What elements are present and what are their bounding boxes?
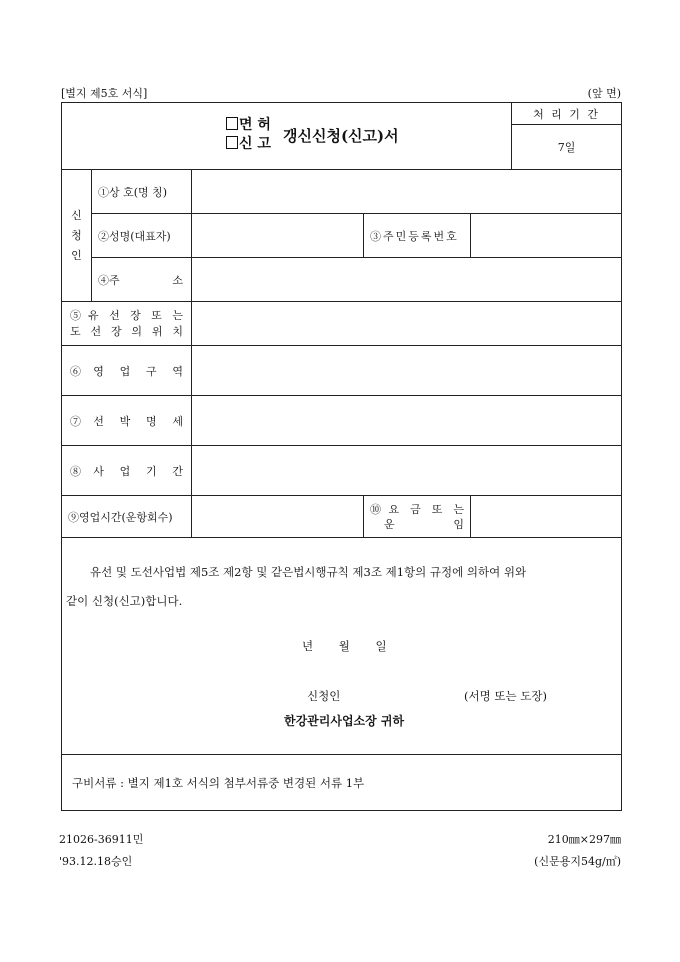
required-documents: 구비서류 : 별지 제1호 서식의 첨부서류중 변경된 서류 1부 — [62, 755, 622, 811]
ferry-location-label: ⑤유 선 장 또 는 도 선 장 의 위 치 — [62, 302, 192, 346]
trade-name-label: ①상 호(명 칭) — [92, 170, 192, 214]
applicant-signature-label: 신청인 — [307, 689, 341, 703]
declaration-section — [62, 538, 622, 755]
resident-number-input[interactable] — [471, 214, 622, 258]
business-period-input[interactable] — [192, 446, 622, 496]
application-form-table — [61, 102, 622, 811]
paper-size: 210㎜×297㎜ — [547, 833, 621, 846]
address-label: ④주 소 — [92, 258, 192, 302]
approval-date: '93.12.18승인 — [59, 855, 133, 868]
vessel-label: ⑦선 박 명 세 — [62, 396, 192, 446]
report-option: 신 고 — [226, 135, 271, 154]
applicant-group-label: 신 청 인 — [62, 170, 92, 302]
license-option: 면 허 — [226, 116, 271, 135]
vessel-input[interactable] — [192, 396, 622, 446]
business-area-label: ⑥영 업 구 역 — [62, 346, 192, 396]
processing-period-value: 7일 — [512, 125, 622, 170]
declaration-text-line1: 유선 및 도선사업법 제5조 제2항 및 같은법시행규칙 제3조 제1항의 규정에 의하여 위와 — [90, 565, 527, 579]
address-input[interactable] — [192, 258, 622, 302]
page-side-label: (앞 면) — [587, 87, 621, 100]
license-checkbox[interactable] — [226, 117, 238, 130]
processing-period-label: 처 리 기 간 — [512, 103, 622, 125]
form-title-cell — [62, 103, 512, 170]
representative-name-input[interactable] — [192, 214, 364, 258]
ferry-location-input[interactable] — [192, 302, 622, 346]
trade-name-input[interactable] — [192, 170, 622, 214]
business-period-label: ⑧사 업 기 간 — [62, 446, 192, 496]
form-title: 갱신신청(신고)서 — [283, 127, 399, 145]
business-hours-label: ⑨영업시간(운항회수) — [62, 496, 192, 538]
resident-number-label: ③주민등록번호 — [364, 214, 471, 258]
business-area-input[interactable] — [192, 346, 622, 396]
signature-instruction: (서명 또는 도장) — [464, 689, 547, 703]
fare-label: ⑩요 금 또 는 운 임 — [364, 496, 471, 538]
form-code: 21026-36911민 — [59, 833, 144, 846]
application-date: 년 월 일 — [302, 639, 387, 653]
fare-input[interactable] — [471, 496, 622, 538]
addressee: 한강관리사업소장 귀하 — [284, 714, 405, 728]
business-hours-input[interactable] — [192, 496, 364, 538]
representative-name-label: ②성명(대표자) — [92, 214, 192, 258]
declaration-text-line2: 같이 신청(신고)합니다. — [66, 594, 183, 608]
report-checkbox[interactable] — [226, 136, 238, 149]
form-number: [별지 제5호 서식] — [61, 87, 148, 100]
paper-type: (신문용지54g/㎡) — [534, 855, 621, 868]
